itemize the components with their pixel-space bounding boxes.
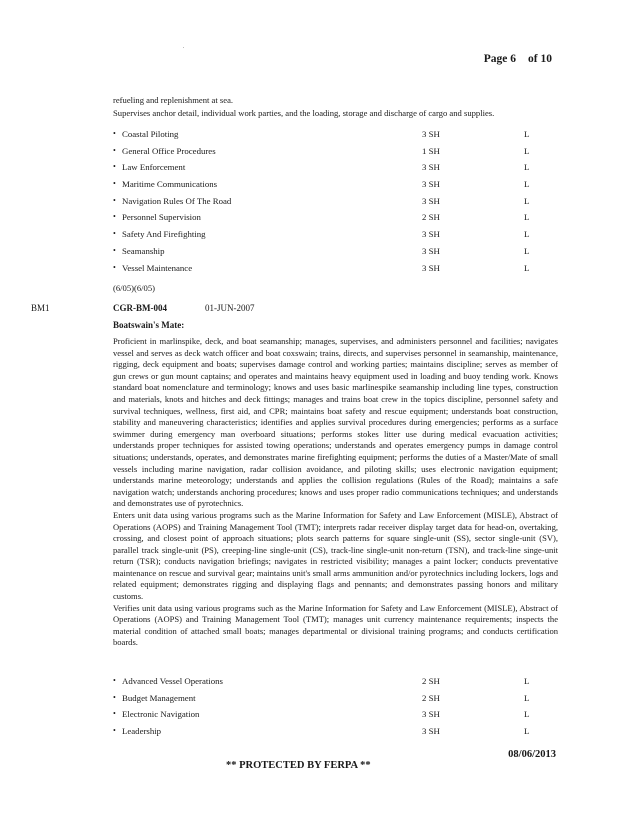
bullet-icon: • [113,726,116,736]
course-item [113,723,543,740]
bullet-icon: • [113,692,116,702]
course-name: Law Enforcement [122,162,186,173]
course-name: Budget Management [122,692,196,703]
course-item [113,690,543,707]
course-credit: 3 SH [422,245,440,256]
course-credit: 3 SH [422,726,440,737]
page-total: of 10 [528,53,552,65]
cert-description [113,336,558,649]
course-name: Advanced Vessel Operations [122,676,223,686]
bullet-icon: • [113,262,116,272]
page-number [484,53,552,65]
ferpa-notice: ** PROTECTED BY FERPA ** [226,760,371,771]
course-level: L [524,692,530,703]
course-item [113,706,543,723]
course-name: Navigation Rules Of The Road [122,195,232,206]
bullet-icon: • [113,162,116,172]
course-level: L [524,145,530,156]
bullet-icon: • [113,179,116,189]
dates-note: (6/05)(6/05) [113,283,156,293]
course-credit: 3 SH [422,162,440,173]
course-level: L [524,676,530,686]
course-list-top [113,126,543,276]
course-name: Maritime Communications [122,179,218,190]
course-item [113,226,543,243]
course-level: L [524,162,530,173]
course-credit: 1 SH [422,145,440,156]
cert-date: 01-JUN-2007 [205,303,255,313]
description-paragraph: Proficient in marlinspike, deck, and boat seamanship; manages, supervises, and administers personnel and facilities; navigates vessel and serves as deck watch officer and boat coxswain; trains, directs, and supervises personnel in seamanship, maintenance, rigging, deck equipment and boats; supervises damage control and working parties; maintains discipline; serves as member of gun crews or gun mount captains; and operates and maintains heavy equipment used in loading and buoy tending work. Knows standard boat nomenclature and terminology; knows and uses basic marlinespike seamanship including line types, construction and materials, knots and hitches and deck fittings; manages and trains boat crew in the topics discipline, personnel safety and survival techniques, wellness, first aid, and CPR; maintains boat safety and rescue equipment; understands boat construction, stability and maneuvering characteristics; identifies and applies survival procedures during emergencies; performs as a surface swimmer during emergency man overboard situations; performs stokes litter use during medical evacuation activities; understands proper techniques for assisted towing operations; understands and operates emergency pumps in damage control situations; understands, operates, and demonstrates marine firefighting equipment; performs the duties of a Master/Mate of small vessels including marine navigation, radar collision avoidance, and piloting skills; uses electronic navigation equipment; understands marine meteorology; understands and applies the collision regulations (Rules of the Road); maintains a safe navigation watch; understands anchoring procedures; knows and uses proper radio communications techniques; and understands and demonstrates use of pyrotechnics. [113,336,558,509]
scan-speck [183,47,184,48]
course-level: L [524,179,530,190]
course-credit: 2 SH [422,212,440,223]
course-level: L [524,195,530,206]
course-name: General Office Procedures [122,145,216,156]
course-level: L [524,262,530,273]
course-credit: 3 SH [422,195,440,206]
bullet-icon: • [113,676,116,685]
course-name: Safety And Firefighting [122,229,206,240]
course-level: L [524,726,530,737]
bullet-icon: • [113,145,116,155]
course-name: Seamanship [122,245,165,256]
cert-code: CGR-BM-004 [113,303,167,313]
course-credit: 3 SH [422,179,440,190]
course-item [113,176,543,193]
course-level: L [524,709,530,720]
intro-text [113,94,553,119]
course-name: Vessel Maintenance [122,262,193,273]
bullet-icon: • [113,709,116,719]
course-item [113,209,543,226]
course-item [113,143,543,160]
course-name: Leadership [122,726,162,737]
course-credit: 3 SH [422,262,440,273]
course-credit: 3 SH [422,129,440,139]
course-credit: 2 SH [422,692,440,703]
course-credit: 3 SH [422,709,440,720]
bullet-icon: • [113,229,116,239]
course-name: Coastal Piloting [122,129,179,139]
footer-date: 08/06/2013 [508,749,556,760]
course-level: L [524,245,530,256]
course-credit: 3 SH [422,229,440,240]
course-level: L [524,229,530,240]
course-item [113,243,543,260]
course-item [113,260,543,277]
intro-line-1: refueling and replenishment at sea. [113,95,234,105]
cert-side-code: BM1 [31,303,50,313]
page-label: Page 6 [483,53,517,65]
description-paragraph: Verifies unit data using various programs such as the Marine Information for Safety and Law Enforcement (MISLE), Abstract of Operations (AOPS) and Training Management Tool (TMT); manages unit currency maintenance requirements; inspects the material condition of attached small boats; manages departmental or divisional training programs; and conducts certification boards. [113,602,558,648]
course-name: Electronic Navigation [122,709,200,720]
course-item [113,193,543,210]
course-level: L [524,212,530,223]
course-item [113,673,543,690]
cert-title: Boatswain's Mate: [113,320,185,330]
course-item [113,159,543,176]
course-list-bottom [113,673,543,740]
bullet-icon: • [113,212,116,222]
bullet-icon: • [113,245,116,255]
description-paragraph: Enters unit data using various programs such as the Marine Information for Safety and Law Enforcement (MISLE), Abstract of Operations (AOPS) and Training Management Tool (TMT); interprets radar receiver display target data for head-on, overtaking, crossing, and closest point of approach situations; plots search patterns for square single-unit (SS), sector single-unit (SV), parallel track single-unit (PS), creeping-line single-unit (CS), track-line single-unit non-return (TSN), and track-line singe-unit return (TSR); conducts navigation briefings; navigates in restricted visibility; manages a paint locker; conducts preventative maintenance on rescue and survival gear; maintains unit's small arms ammunition and/or pyrotechnics including lockers, logs and related equipment; demonstrates rigging and displaying flags and pennants; and demonstrates passing honors and military customs. [113,509,558,602]
intro-line-2: Supervises anchor detail, individual work parties, and the loading, storage and discharge of cargo and supplies. [113,107,495,118]
course-level: L [524,129,530,139]
course-name: Personnel Supervision [122,212,201,223]
bullet-icon: • [113,129,116,138]
bullet-icon: • [113,195,116,205]
course-credit: 2 SH [422,676,440,686]
course-item [113,126,543,143]
